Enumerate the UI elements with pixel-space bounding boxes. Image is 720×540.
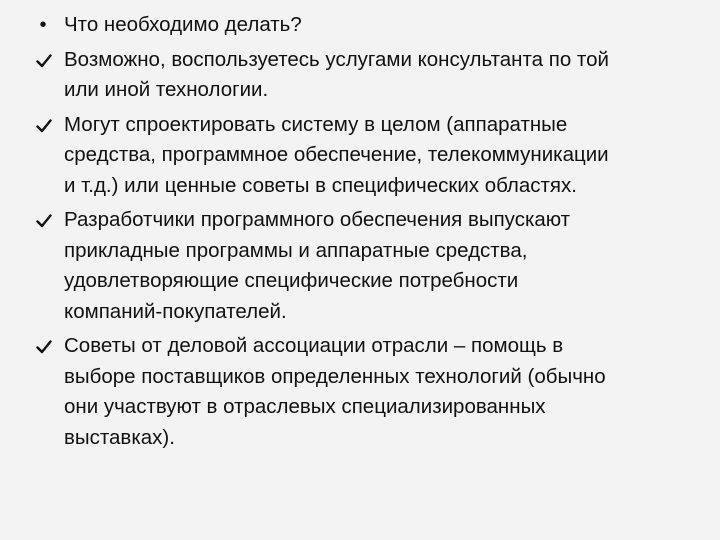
list-item-text: Советы от деловой ассоциации отрасли – помощь в выборе поставщиков определенных технологий (обычно они участвуют в отраслевых специализированных выставках). (64, 334, 606, 449)
list-item-text: Разработчики программного обеспечения выпускают прикладные программы и аппаратные средства, удовлетворяющие специфические потребности компаний-покупателей. (64, 208, 571, 323)
checkmark-icon (36, 110, 64, 134)
list-item-text: Могут спроектировать систему в целом (аппаратные средства, программное обеспечение, телекоммуникации и т.д.) или ценные советы в специфических областях. (64, 112, 609, 197)
list-item (36, 205, 686, 327)
list-item (36, 10, 686, 41)
list-item-text: Что необходимо делать? (64, 13, 302, 36)
checkmark-icon (36, 331, 64, 355)
list-item (36, 110, 686, 202)
checkmark-icon (36, 205, 64, 229)
list-item (36, 45, 686, 106)
bullet-list (36, 10, 686, 457)
checkmark-icon (36, 45, 64, 69)
list-item (36, 331, 686, 453)
bullet-icon: • (39, 14, 47, 36)
list-item-text: Возможно, воспользуетесь услугами консультанта по той или иной технологии. (64, 47, 609, 101)
